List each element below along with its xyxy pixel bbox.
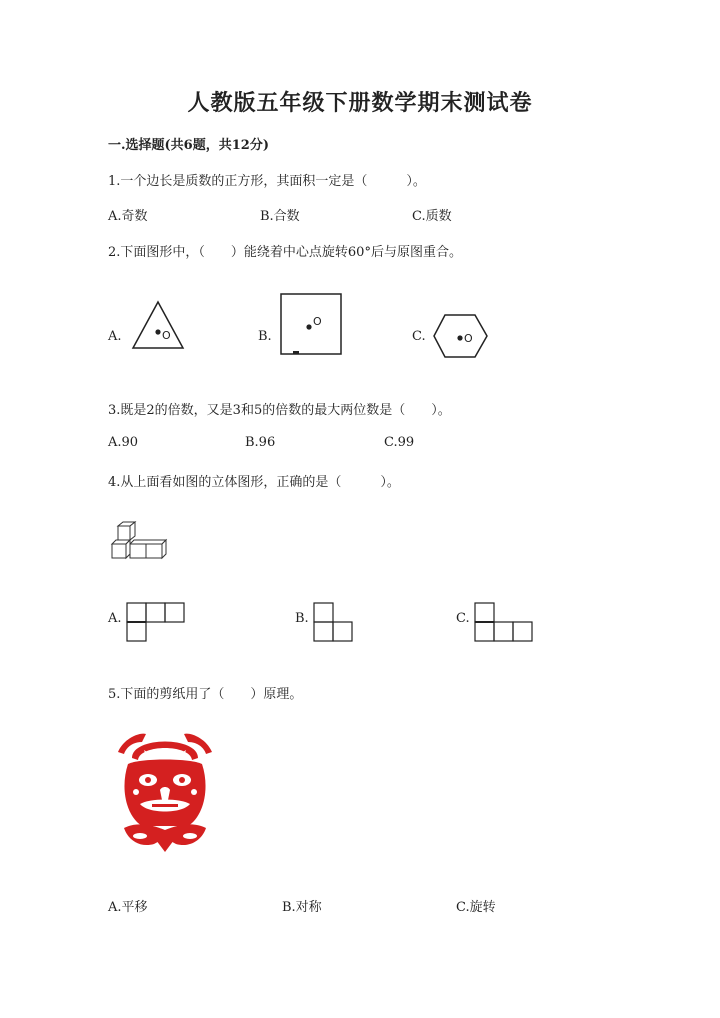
q1-option-a[interactable]: A.奇数 (108, 209, 148, 224)
square-figure[interactable] (280, 293, 344, 357)
triangle-center-label: O (162, 329, 171, 342)
question-1: 1.一个边长是质数的正方形，其面积一定是（ ）。 (108, 174, 426, 189)
q1-option-c[interactable]: C.质数 (412, 209, 452, 224)
q5-option-b[interactable]: B.对称 (282, 900, 322, 915)
q1-option-b[interactable]: B.合数 (260, 209, 300, 224)
question-3: 3.既是2的倍数，又是3和5的倍数的最大两位数是（ ）。 (108, 403, 451, 418)
q5-option-a[interactable]: A.平移 (108, 900, 148, 915)
q2-option-b[interactable]: B. (258, 329, 272, 344)
question-5: 5.下面的剪纸用了（ ）原理。 (108, 687, 303, 702)
q3-option-a[interactable]: A.90 (108, 435, 139, 450)
question-2: 2.下面图形中，（ ）能绕着中心点旋转60°后与原图重合。 (108, 245, 462, 260)
q4-option-c[interactable]: C. (456, 611, 470, 626)
q2-option-a[interactable]: A. (108, 329, 122, 344)
q2-option-c[interactable]: C. (412, 329, 426, 344)
q3-option-b[interactable]: B.96 (245, 435, 276, 450)
cube-stack-figure (110, 520, 170, 564)
q4-option-a[interactable]: A. (108, 611, 122, 626)
triangle-figure[interactable] (130, 298, 188, 352)
q5-option-c[interactable]: C.旋转 (456, 900, 496, 915)
q3-option-c[interactable]: C.99 (384, 435, 415, 450)
question-4: 4.从上面看如图的立体图形，正确的是（ ）。 (108, 475, 400, 490)
q4-option-c-grid[interactable] (474, 602, 534, 644)
page-title: 人教版五年级下册数学期末测试卷 (187, 90, 533, 116)
q4-option-b[interactable]: B. (295, 611, 309, 626)
section-heading: 一.选择题(共6题，共12分) (108, 138, 269, 153)
hexagon-center-label: O (464, 332, 473, 345)
q4-option-a-grid[interactable] (126, 602, 186, 644)
q4-option-b-grid[interactable] (313, 602, 355, 644)
paper-cut-monkey-image (110, 728, 220, 854)
hexagon-figure[interactable] (433, 314, 489, 358)
square-center-label: O (313, 315, 322, 328)
